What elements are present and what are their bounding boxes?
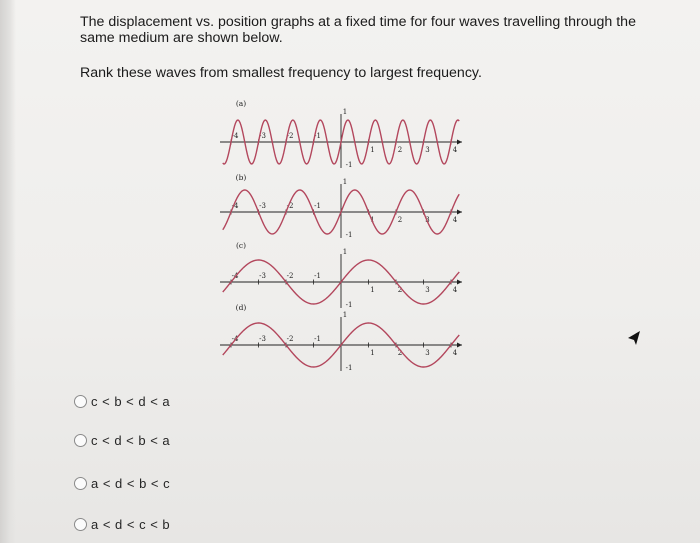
amplitude-label-bottom: -1 bbox=[345, 301, 353, 309]
tick-label: 3 bbox=[425, 216, 430, 224]
amplitude-label-top: 1 bbox=[342, 178, 348, 186]
radio-button[interactable] bbox=[74, 395, 87, 408]
screen-edge bbox=[0, 0, 16, 543]
tick-label: 3 bbox=[425, 286, 430, 294]
answer-option-2[interactable] bbox=[74, 430, 170, 450]
tick-label: 1 bbox=[370, 349, 375, 357]
tick-label: -4 bbox=[231, 335, 239, 343]
tick-label: -4 bbox=[231, 132, 239, 140]
tick-label: -3 bbox=[259, 272, 266, 280]
amplitude-label-bottom: -1 bbox=[345, 231, 353, 239]
answer-option-label: a < d < b < c bbox=[91, 475, 171, 491]
tick-label: -4 bbox=[231, 202, 239, 210]
amplitude-label-bottom: -1 bbox=[345, 364, 353, 372]
tick-label: 4 bbox=[452, 349, 458, 357]
question-text: The displacement vs. position graphs at a fixed time for four waves travelling through the same medium are shown below. bbox=[80, 14, 636, 46]
tick-label: -3 bbox=[259, 202, 266, 210]
tick-label: -3 bbox=[259, 132, 266, 140]
tick-label: 2 bbox=[397, 286, 403, 294]
amplitude-label-top: 1 bbox=[342, 108, 348, 116]
tick-label: -3 bbox=[259, 335, 266, 343]
tick-label: -1 bbox=[314, 202, 321, 210]
x-axis-arrow bbox=[457, 343, 462, 348]
radio-button[interactable] bbox=[74, 434, 87, 447]
amplitude-label-bottom: -1 bbox=[345, 161, 353, 169]
answer-option-label: c < b < d < a bbox=[91, 393, 171, 409]
answer-option-label: c < d < b < a bbox=[91, 432, 171, 448]
x-axis-arrow bbox=[457, 210, 462, 215]
tick-label: -2 bbox=[286, 132, 294, 140]
radio-button[interactable] bbox=[74, 518, 87, 531]
tick-label: 1 bbox=[370, 216, 375, 224]
tick-label: 3 bbox=[425, 349, 430, 357]
panel-label: (a) bbox=[235, 99, 247, 108]
amplitude-label-top: 1 bbox=[342, 248, 348, 256]
tick-label: 2 bbox=[397, 349, 403, 357]
tick-label: 4 bbox=[452, 286, 458, 294]
panel-label: (c) bbox=[235, 241, 247, 250]
panel-label: (b) bbox=[235, 173, 247, 182]
instruction-text: Rank these waves from smallest frequency to largest frequency. bbox=[80, 65, 482, 81]
tick-label: 1 bbox=[370, 146, 375, 154]
x-axis-arrow bbox=[457, 140, 462, 145]
tick-label: 4 bbox=[452, 146, 458, 154]
tick-label: -2 bbox=[286, 202, 294, 210]
tick-label: -1 bbox=[314, 272, 321, 280]
tick-label: 4 bbox=[452, 216, 458, 224]
tick-label: -4 bbox=[231, 272, 239, 280]
tick-label: -1 bbox=[314, 132, 321, 140]
tick-label: 1 bbox=[370, 286, 375, 294]
answer-option-1[interactable] bbox=[74, 391, 170, 411]
answer-option-3[interactable] bbox=[74, 473, 170, 493]
answer-option-label: a < d < c < b bbox=[91, 516, 171, 532]
wave-graphs-figure bbox=[200, 92, 480, 382]
tick-label: 2 bbox=[397, 146, 403, 154]
tick-label: -2 bbox=[286, 335, 294, 343]
panel-label: (d) bbox=[235, 303, 247, 312]
wave-graphs-svg bbox=[200, 92, 480, 382]
tick-label: -2 bbox=[286, 272, 294, 280]
radio-button[interactable] bbox=[74, 477, 87, 490]
tick-label: 3 bbox=[425, 146, 430, 154]
amplitude-label-top: 1 bbox=[342, 311, 348, 319]
answer-option-4[interactable] bbox=[74, 514, 170, 534]
tick-label: -1 bbox=[314, 335, 321, 343]
x-axis-arrow bbox=[457, 280, 462, 285]
mouse-cursor-icon bbox=[627, 330, 641, 346]
tick-label: 2 bbox=[397, 216, 403, 224]
